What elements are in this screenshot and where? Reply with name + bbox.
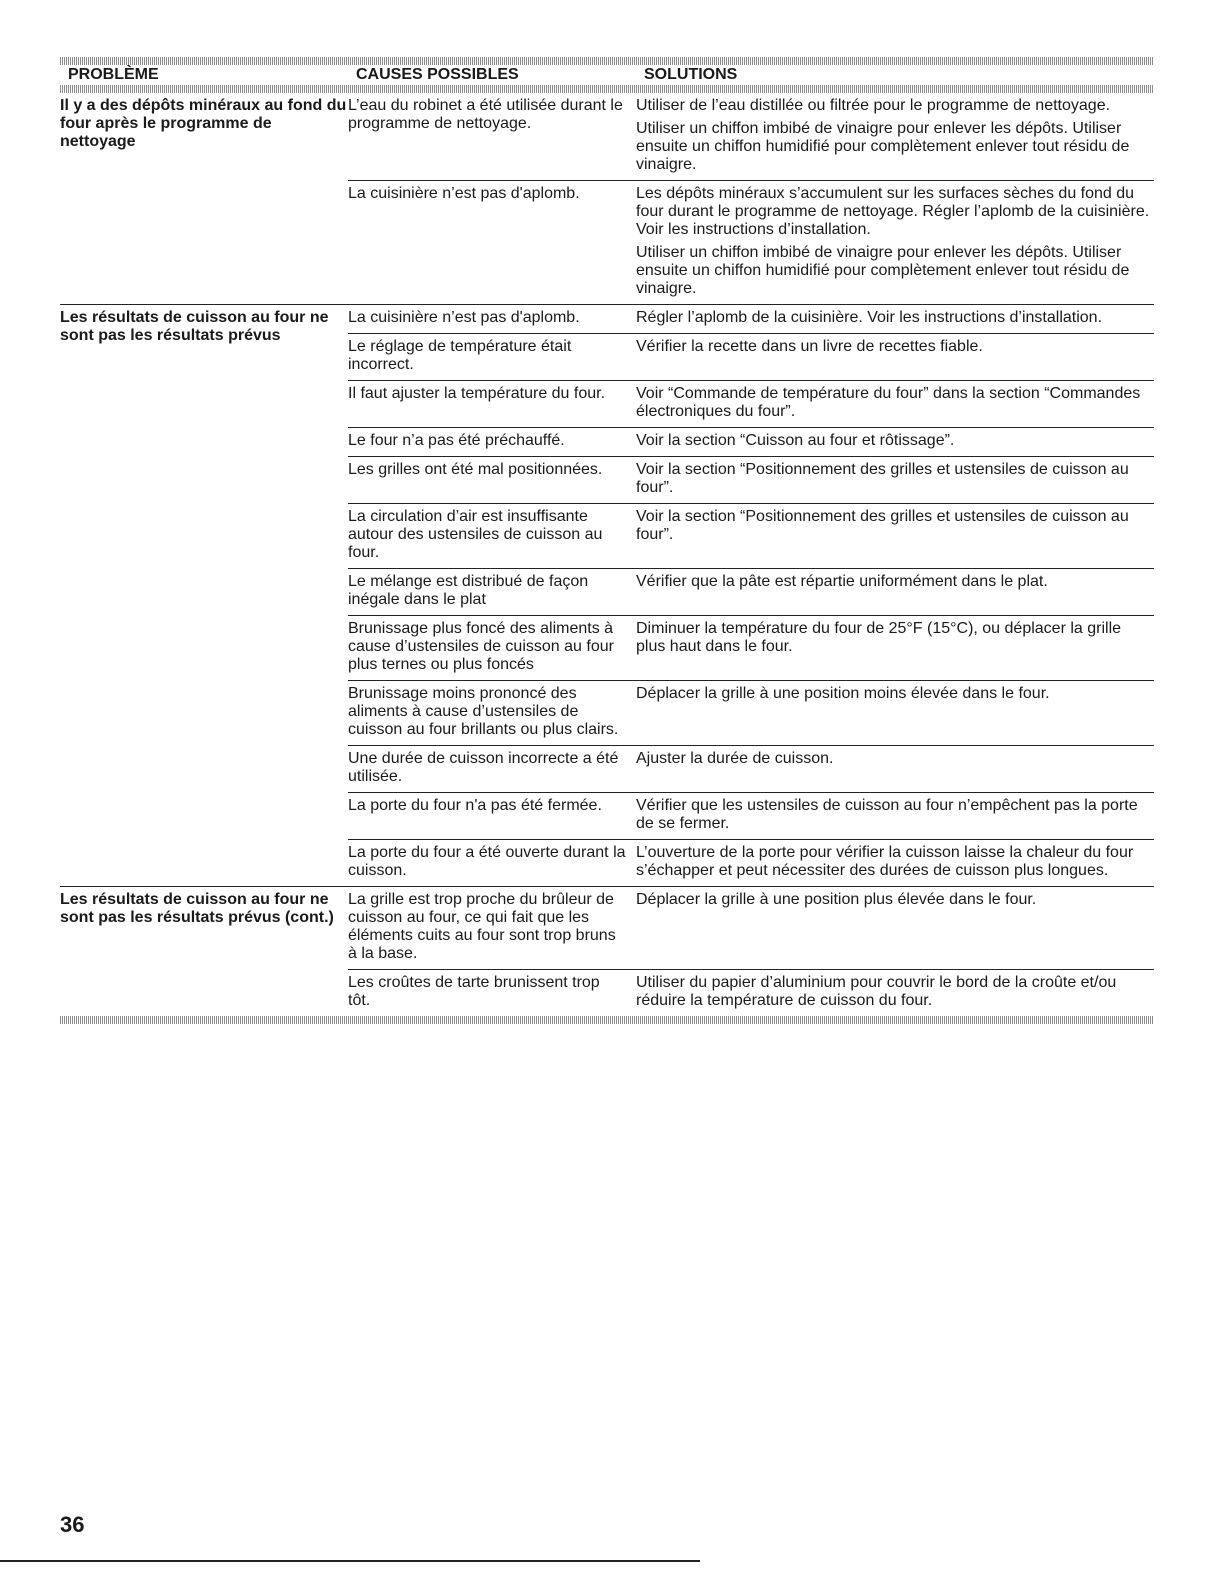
cause-cell: La circulation d’air est insuffisante autour des ustensiles de cuisson au four. <box>348 508 603 561</box>
footer-rule <box>0 1560 700 1562</box>
cause-cell: L’eau du robinet a été utilisée durant le programme de nettoyage. <box>348 97 623 132</box>
table-row <box>348 745 1154 792</box>
solution-text: Régler l’aplomb de la cuisinière. Voir les instructions d’installation. <box>636 309 1103 326</box>
solution-cell <box>636 185 1154 298</box>
solution-text: Voir la section “Positionnement des grilles et ustensiles de cuisson au four”. <box>636 508 1129 543</box>
solution-text: Vérifier que les ustensiles de cuisson au four n’empêchent pas la porte de se fermer. <box>636 797 1138 832</box>
table-body <box>60 93 1154 1016</box>
cause-cell: Brunissage plus foncé des aliments à cause d’ustensiles de cuisson au four plus ternes ou plus foncés <box>348 620 614 673</box>
table-row <box>348 680 1154 745</box>
table-header-rule <box>60 85 1154 93</box>
solution-cell <box>636 461 1154 497</box>
header-causes: CAUSES POSSIBLES <box>356 66 519 83</box>
solution-cell <box>636 573 1154 609</box>
cause-cell: Il faut ajuster la température du four. <box>348 385 606 402</box>
problem-group <box>60 886 1154 1016</box>
table-row <box>348 180 1154 304</box>
solution-cell <box>636 844 1154 880</box>
solution-cell <box>636 97 1154 174</box>
cause-cell: Le mélange est distribué de façon inégale dans le plat <box>348 573 589 608</box>
table-row <box>348 427 1154 456</box>
problem-label: Les résultats de cuisson au four ne sont pas les résultats prévus <box>60 309 329 344</box>
cause-cell: Les croûtes de tarte brunissent trop tôt. <box>348 974 600 1009</box>
solution-text: Utiliser un chiffon imbibé de vinaigre pour enlever les dépôts. Utiliser ensuite un chiffon humidifié pour complètement enlever tout résidu de vinaigre. <box>636 244 1130 297</box>
solution-text: Les dépôts minéraux s’accumulent sur les surfaces sèches du fond du four durant le programme de nettoyage. Régler l’aplomb de la cuisinière. Voir les instructions d’installation. <box>636 185 1150 238</box>
table-row <box>348 568 1154 615</box>
cause-cell: La porte du four n'a pas été fermée. <box>348 797 602 814</box>
problem-group <box>60 93 1154 304</box>
cause-cell: Une durée de cuisson incorrecte a été utilisée. <box>348 750 619 785</box>
solution-text: Voir la section “Cuisson au four et rôtissage”. <box>636 432 955 449</box>
solution-text: Utiliser de l’eau distillée ou filtrée pour le programme de nettoyage. <box>636 97 1111 114</box>
solution-cell <box>636 620 1154 674</box>
solution-cell <box>636 385 1154 421</box>
solution-cell <box>636 432 1154 450</box>
solution-cell <box>636 891 1154 963</box>
table-row <box>348 887 1154 969</box>
cause-cell: Les grilles ont été mal positionnées. <box>348 461 603 478</box>
table-row <box>348 305 1154 333</box>
table-row <box>348 839 1154 886</box>
problem-label: Il y a des dépôts minéraux au fond du four après le programme de nettoyage <box>60 97 347 150</box>
table-row <box>348 969 1154 1016</box>
table-top-rule <box>60 57 1154 65</box>
cause-cell: Le four n’a pas été préchauffé. <box>348 432 565 449</box>
solution-text: Utiliser du papier d’aluminium pour couvrir le bord de la croûte et/ou réduire la température de cuisson du four. <box>636 974 1117 1009</box>
cause-cell: La cuisinière n’est pas d'aplomb. <box>348 309 580 326</box>
table-bottom-rule <box>60 1016 1154 1024</box>
solution-text: Déplacer la grille à une position plus élevée dans le four. <box>636 891 1037 908</box>
solution-text: Utiliser un chiffon imbibé de vinaigre pour enlever les dépôts. Utiliser ensuite un chiffon humidifié pour complètement enlever tout résidu de vinaigre. <box>636 120 1130 173</box>
solution-cell <box>636 338 1154 374</box>
solution-text: Vérifier la recette dans un livre de recettes fiable. <box>636 338 983 355</box>
table-row <box>348 456 1154 503</box>
cause-cell: Le réglage de température était incorrect. <box>348 338 572 373</box>
solution-text: Diminuer la température du four de 25°F (15°C), ou déplacer la grille plus haut dans le four. <box>636 620 1122 655</box>
solution-text: L’ouverture de la porte pour vérifier la cuisson laisse la chaleur du four s’échapper et peut nécessiter des durées de cuisson plus longues. <box>636 844 1134 879</box>
cause-cell: La porte du four a été ouverte durant la cuisson. <box>348 844 626 879</box>
solution-text: Déplacer la grille à une position moins élevée dans le four. <box>636 685 1050 702</box>
page-number: 36 <box>60 1512 85 1537</box>
solution-text: Voir la section “Positionnement des grilles et ustensiles de cuisson au four”. <box>636 461 1129 496</box>
cause-cell: La cuisinière n’est pas d'aplomb. <box>348 185 580 202</box>
problem-label: Les résultats de cuisson au four ne sont pas les résultats prévus (cont.) <box>60 891 334 926</box>
cause-cell: Brunissage moins prononcé des aliments à cause d’ustensiles de cuisson au four brillants ou plus clairs. <box>348 685 619 738</box>
solution-cell <box>636 797 1154 833</box>
solution-text: Voir “Commande de température du four” dans la section “Commandes électroniques du four”. <box>636 385 1141 420</box>
header-solutions: SOLUTIONS <box>644 66 738 83</box>
table-header <box>60 65 1154 85</box>
table-row <box>348 615 1154 680</box>
solution-cell <box>636 974 1154 1010</box>
header-problem: PROBLÈME <box>68 66 159 83</box>
solution-cell <box>636 685 1154 739</box>
solution-cell <box>636 508 1154 562</box>
solution-text: Vérifier que la pâte est répartie uniformément dans le plat. <box>636 573 1048 590</box>
troubleshooting-table <box>60 57 1154 1024</box>
cause-cell: La grille est trop proche du brûleur de cuisson au four, ce qui fait que les éléments cuits au four sont trop bruns à la base. <box>348 891 616 962</box>
table-row <box>348 333 1154 380</box>
solution-cell <box>636 750 1154 786</box>
table-row <box>348 503 1154 568</box>
solution-text: Ajuster la durée de cuisson. <box>636 750 834 767</box>
table-row <box>348 792 1154 839</box>
solution-cell <box>636 309 1154 327</box>
problem-group <box>60 304 1154 886</box>
table-row <box>348 93 1154 180</box>
table-row <box>348 380 1154 427</box>
